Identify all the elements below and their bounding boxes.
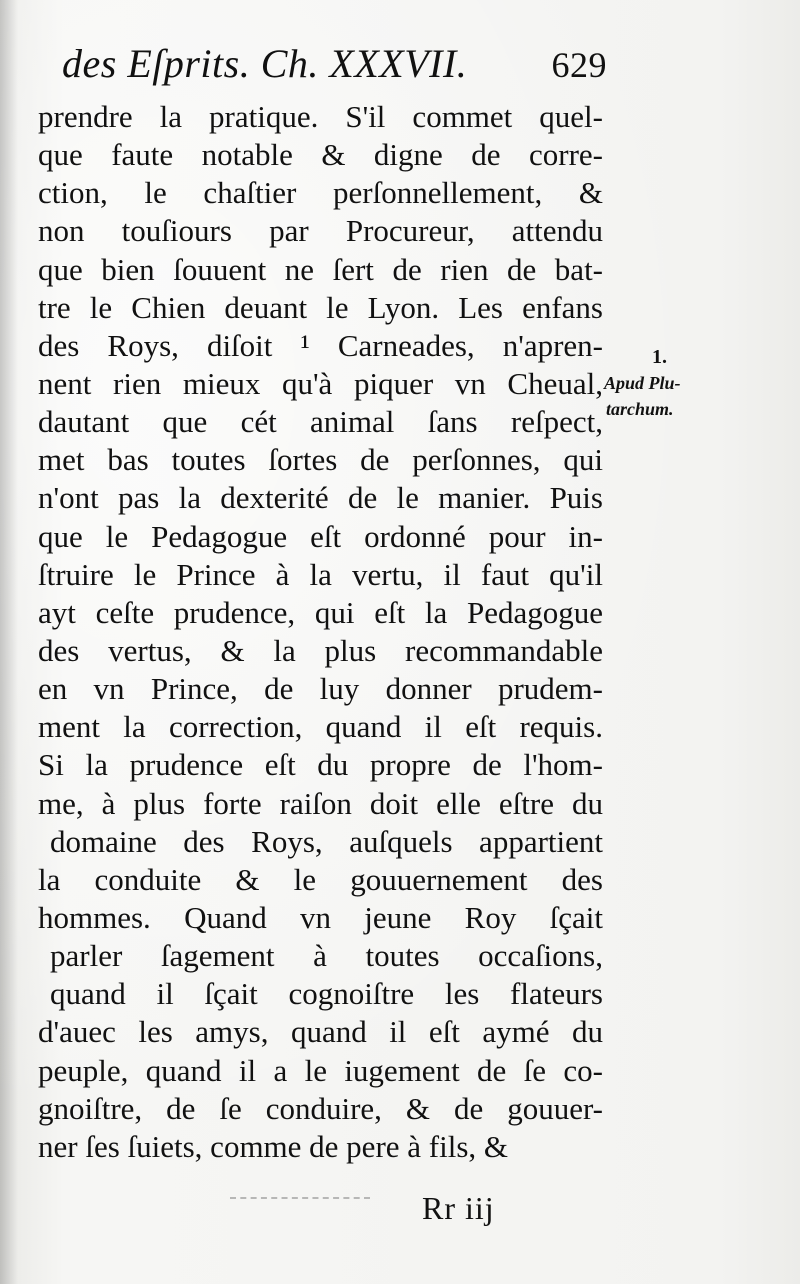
- text-line: prendre la pratique. S'il commet quel-: [38, 99, 603, 134]
- text-line: Si la prudence eſt du propre de l'hom-: [38, 747, 603, 783]
- text-line: met bas toutes ſortes de perſonnes, qui: [38, 442, 603, 478]
- text-line: d'auec les amys, quand il eſt aymé du: [38, 1014, 603, 1050]
- text-line: nent rien mieux qu'à piquer vn Cheual,: [38, 365, 603, 401]
- text-line: que faute notable & digne de corre-: [38, 137, 603, 173]
- margin-note: [604, 344, 794, 422]
- text-line: ction, le chaſtier perſonnellement, &: [38, 175, 603, 211]
- text-line: ayt ceſte prudence, qui eſt la Pedagogue: [38, 594, 603, 630]
- text-line: quand il ſçait cognoiſtre les flateurs: [50, 976, 603, 1012]
- text-line: que bien ſouuent ne ſert de rien de bat-: [38, 251, 603, 287]
- page-gutter-shadow: [0, 0, 18, 1284]
- text-line: me, à plus forte raiſon doit elle eſtre du: [38, 785, 603, 821]
- signature-mark: Rr iij: [422, 1190, 495, 1226]
- text-line: non touſiours par Procureur, attendu: [38, 213, 603, 249]
- text-line: que le Pedagogue eſt ordonné pour in-: [38, 518, 603, 554]
- text-line: des Roys, diſoit ¹ Carneades, n'apren-: [38, 327, 603, 363]
- text-line: la conduite & le gouuernement des: [38, 861, 603, 897]
- text-line: ner ſes ſuiets, comme de pere à fils, &: [38, 1128, 509, 1164]
- margin-note-number: 1.: [652, 346, 667, 368]
- text-line: dautant que cét animal ſans reſpect,: [38, 404, 603, 440]
- text-line: en vn Prince, de luy donner prudem-: [38, 671, 603, 707]
- running-title: des Eſprits. Ch. XXXVII.: [62, 41, 468, 86]
- page-number: 629: [551, 45, 607, 85]
- text-line: hommes. Quand vn jeune Roy ſçait: [38, 899, 603, 935]
- text-line: peuple, quand il a le iugement de ſe co-: [38, 1052, 603, 1088]
- running-header: [62, 40, 607, 96]
- text-line: gnoiſtre, de ſe conduire, & de gouuer-: [38, 1090, 603, 1126]
- text-line: parler ſagement à toutes occaſions,: [50, 938, 603, 974]
- text-line: ſtruire le Prince à la vertu, il faut qu'il: [38, 556, 603, 592]
- text-line: ment la correction, quand il eſt requis.: [38, 709, 603, 745]
- margin-note-line-2: tarchum.: [606, 399, 674, 419]
- faint-rule: [230, 1197, 370, 1199]
- text-line: n'ont pas la dexterité de le manier. Puis: [38, 480, 603, 516]
- text-line: domaine des Roys, auſquels appartient: [50, 823, 603, 859]
- body-text: [38, 98, 603, 1166]
- margin-note-line-1: Apud Plu-: [604, 373, 681, 393]
- text-line: tre le Chien deuant le Lyon. Les enfans: [38, 289, 603, 325]
- text-line: des vertus, & la plus recommandable: [38, 632, 603, 668]
